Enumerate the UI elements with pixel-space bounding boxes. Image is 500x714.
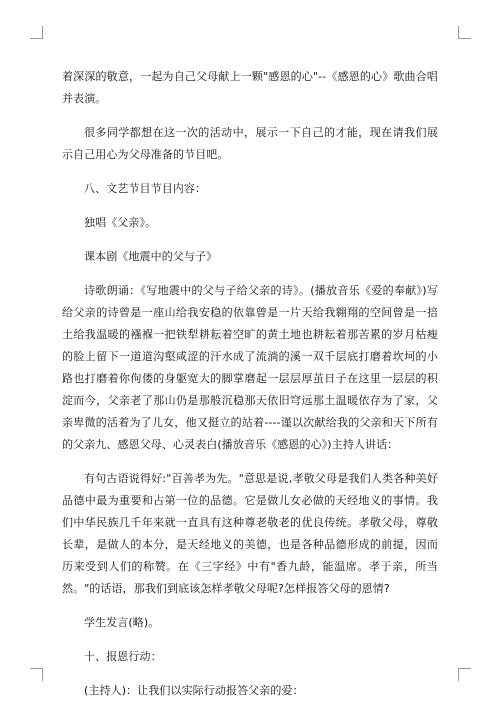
paragraph: 着深深的敬意，一起为自己父母献上一颗"感恩的心"--《感恩的心》歌曲合唱并表演。	[62, 70, 438, 105]
paragraph: 诗歌朗诵：《写地震中的父与子给父亲的诗》。(播放音乐《爱的奉献》)写给父亲的诗曾是一座山给我安稳的依靠曾是一片天给我翱翔的空间曾是一掊土给我温暖的襁褓一把铁犁耕耘着空旷的黄土地也耕耘着那苦累的岁月枯瘦的脸上留下一道道沟壑咸涩的汗水成了流淌的溪一双千层底打磨着坎坷的小路也打磨着你佝偻的身躯宽大的脚掌磨起一层层厚茧日子在这里一层层的积淀而今，父亲老了那山仍是那般沉稳那天依旧穹远那土温暖依存为了家，父亲卑微的活着为了儿女，他又挺立的站着----谨以次献给我的父亲和天下所有的父亲九、感恩父母、心灵表白(播放音乐《感恩的心》)主持人讲话：	[62, 284, 438, 451]
paragraph: 很多同学都想在这一次的活动中，展示一下自己的才能，现在请我们展示自己用心为父母准备的节目吧。	[62, 126, 438, 161]
section-heading: 八、文艺节目节目内容：	[84, 182, 207, 195]
paragraph: 有句古语说得好:"百善孝为先。"意思是说,孝敬父母是我们人类各种美好品德中最为重要和占第一位的品德。它是做儿女必做的天经地义的事情。我们中华民族几千年来就一直具有这种尊老敬老的优良传统。孝敬父母，尊敬长辈，是做人的本分，是天经地义的美德，也是各种品德形成的前提，因而历来受到人们的称赞。在《三字经》中有"香九龄，能温席。孝于亲，所当然。"的话语，那我们到底该怎样孝敬父母呢?怎样报答父母的恩情?	[62, 472, 438, 595]
paragraph: 独唱《父亲》。	[84, 216, 157, 229]
page-corner-mark-top-left	[30, 26, 43, 39]
page-corner-mark-top-right	[458, 26, 471, 39]
paragraph: 学生发言(略)。	[84, 616, 160, 629]
paragraph: 课本剧《地震中的父与子》	[84, 250, 218, 263]
page-corner-mark-bottom-left	[30, 668, 43, 681]
section-heading: 十、报恩行动：	[84, 650, 162, 663]
paragraph: (主持人)：让我们以实际行动报答父亲的爱：	[84, 684, 304, 697]
page-corner-mark-bottom-right	[458, 668, 471, 681]
document-body	[62, 66, 438, 714]
